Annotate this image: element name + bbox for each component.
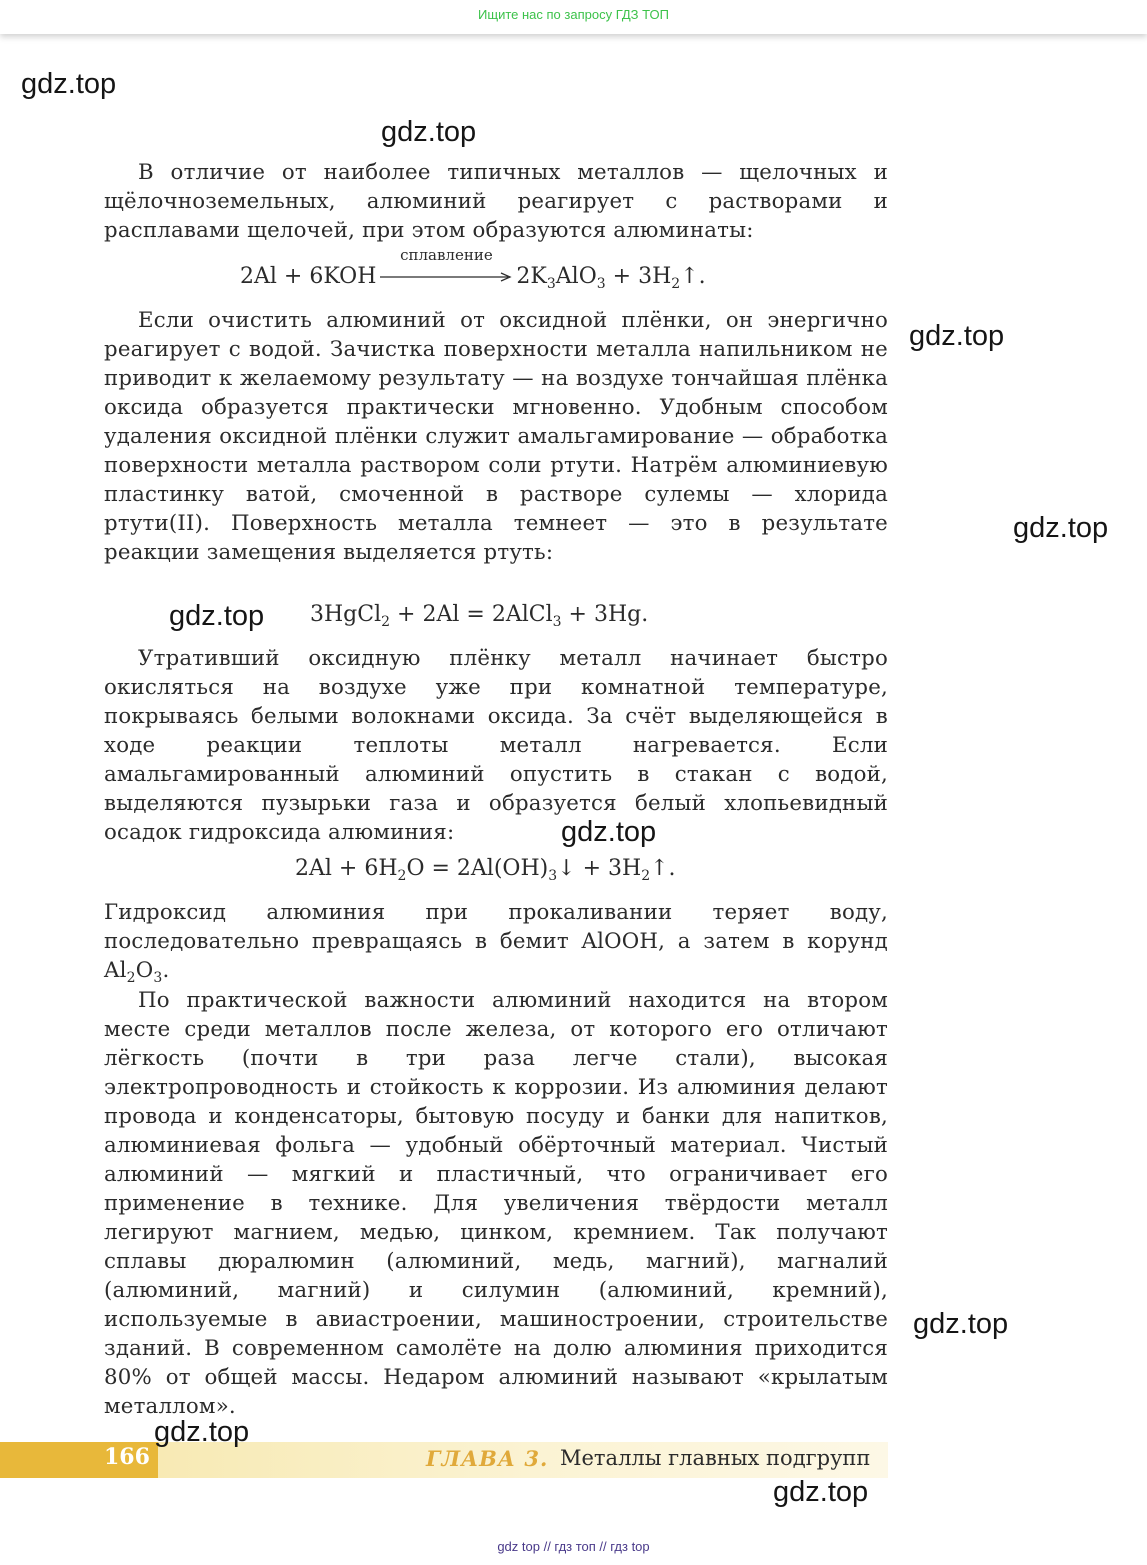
paragraph-5 bbox=[104, 986, 888, 1421]
watermark: gdz.top bbox=[773, 1476, 869, 1508]
eq2-c: + 3Hg. bbox=[561, 602, 649, 627]
watermark: gdz.top bbox=[913, 1308, 1009, 1340]
top-banner-text: Ищите нас по запросу ГДЗ ТОП bbox=[478, 7, 669, 22]
watermark: gdz.top bbox=[154, 1416, 250, 1448]
eq3-b-sub: 3 bbox=[548, 868, 558, 884]
eq1-r4: ↑. bbox=[680, 264, 706, 289]
arrow-label: сплавление bbox=[400, 246, 493, 264]
eq2-b: + 2Al = 2AlCl bbox=[390, 602, 553, 627]
chapter-label: ГЛАВА 3. bbox=[426, 1446, 549, 1471]
equation-1 bbox=[240, 246, 706, 292]
watermark: gdz.top bbox=[1013, 512, 1109, 544]
bottom-links[interactable]: gdz top // гдз топ // гдз top bbox=[497, 1539, 650, 1554]
watermark: gdz.top bbox=[909, 320, 1005, 352]
watermark: gdz.top bbox=[561, 816, 657, 848]
watermark: gdz.top bbox=[381, 116, 477, 148]
eq1-r3-sub: 2 bbox=[671, 276, 681, 292]
p4-o: O bbox=[135, 958, 154, 983]
paragraph-4-text bbox=[104, 898, 888, 993]
watermark: gdz.top bbox=[169, 600, 265, 632]
eq2-a-sub: 2 bbox=[381, 614, 391, 630]
eq1-r1: 2K bbox=[516, 264, 547, 289]
eq3-c: ↓ + 3H bbox=[557, 856, 642, 881]
eq3-a: 2Al + 6H bbox=[295, 856, 398, 881]
top-banner bbox=[0, 0, 1147, 34]
eq1-r2-sub: 3 bbox=[596, 276, 606, 292]
eq1-left: 2Al + 6KOH bbox=[240, 264, 377, 289]
paragraph-2 bbox=[104, 306, 888, 567]
paragraph-4 bbox=[104, 898, 888, 993]
paragraph-2-text: Если очистить алюминий от оксидной плёнки, он энергично реагирует с водой. Зачистка поверхности металла напильником не приводит к желаемому результату — на воздухе тончайшая плёнка оксида образуется практически мгновенно. Удобным способом удаления оксидной плёнки служит амальгамирование — обработка поверхности металла раствором соли ртути. Натрём алюминиевую пластинку ватой, смоченной в растворе сулемы — хлорида ртути(II). Поверхность металла темнеет — это в результате реакции замещения выделяется ртуть: bbox=[104, 308, 888, 565]
eq3-d: ↑. bbox=[650, 856, 676, 881]
chapter-title: Металлы главных подгрупп bbox=[560, 1446, 871, 1470]
p4-sub2: 3 bbox=[153, 970, 163, 986]
p4-end: . bbox=[162, 958, 170, 983]
p4-sub1: 2 bbox=[126, 970, 136, 986]
reaction-arrow bbox=[380, 246, 512, 282]
page-number: 166 bbox=[104, 1444, 150, 1470]
eq1-r1-sub: 3 bbox=[546, 276, 556, 292]
eq3-c-sub: 2 bbox=[641, 868, 651, 884]
paragraph-1-text: В отличие от наиболее типичных металлов — щелочных и щёлочноземельных, алюминий реагирует с растворами и расплавами щелочей, при этом образуются алюминаты: bbox=[104, 160, 888, 243]
eq3-a-sub: 2 bbox=[397, 868, 407, 884]
eq1-r3: + 3H bbox=[605, 264, 672, 289]
paragraph-5-text: По практической важности алюминий находится на втором месте среди металлов после железа, от которого его отличают лёгкость (почти в три раза легче стали), высокая электропроводность и стойкость к коррозии. Из алюминия делают провода и конденсаторы, бытовую посуду и банки для напитков, алюминиевая фольга — удобный обёрточный материал. Чистый алюминий — мягкий и пластичный, что ограничивает его применение в технике. Для увеличения твёрдости металл легируют магнием, медью, цинком, кремнием. Так получают сплавы дюралюмин (алюминий, медь, магний), магналий (алюминий, магний) и силумин (алюминий, кремний), используемые в авиастроении, машиностроении, строительстве зданий. В современном самолёте на долю алюминия приходится 80% от общей массы. Недаром алюминий называют «крылатым металлом». bbox=[104, 988, 888, 1419]
equation-2 bbox=[310, 602, 648, 630]
eq2-b-sub: 3 bbox=[552, 614, 562, 630]
paragraph-1 bbox=[104, 158, 888, 245]
eq1-r2: AlO bbox=[555, 264, 597, 289]
watermark: gdz.top bbox=[21, 68, 117, 100]
eq3-b: O = 2Al(OH) bbox=[406, 856, 549, 881]
paragraph-3 bbox=[104, 644, 888, 847]
eq2-a: 3HgCl bbox=[310, 602, 382, 627]
paragraph-3-text: Утративший оксидную плёнку металл начинает быстро окисляться на воздухе уже при комнатной температуре, покрываясь белыми волокнами оксида. За счёт выделяющейся в ходе реакции теплоты металл нагревается. Если амальгамированный алюминий опустить в стакан с водой, выделяются пузырьки газа и образуется белый хлопьевидный осадок гидроксида алюминия: bbox=[104, 646, 888, 845]
p4-main: Гидроксид алюминия при прокаливании теряет воду, последовательно превращаясь в бемит AlOOH, а затем в корунд Al bbox=[104, 900, 888, 983]
equation-3 bbox=[295, 856, 676, 884]
